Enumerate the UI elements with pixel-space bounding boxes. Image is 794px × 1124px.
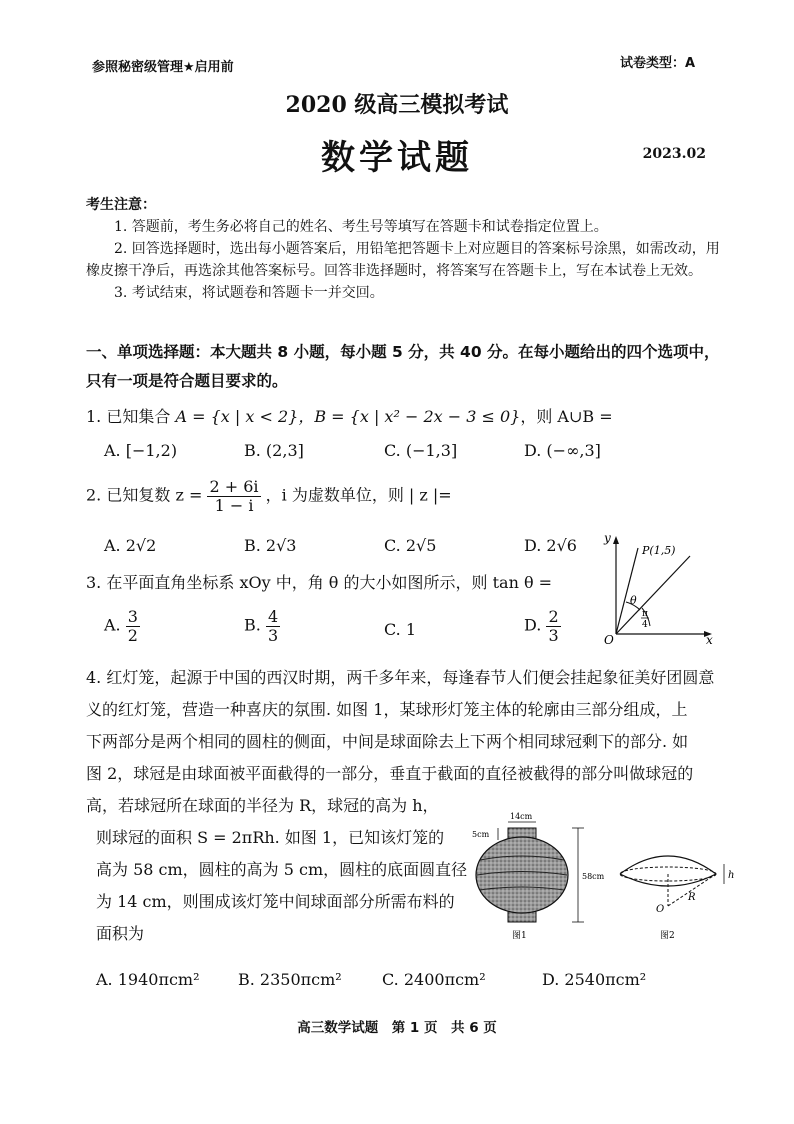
option-fraction [266,608,280,644]
question-line: 高，若球冠所在球面的半径为 R，球冠的高为 h， [86,796,439,815]
point-label: P(1,5) [642,544,676,557]
question-4 [86,662,718,822]
spherical-cap-figure [614,846,744,946]
option-fraction [546,608,560,644]
option-d [524,608,561,644]
question-text: 在平面直角坐标系 xOy 中，角 θ 的大小如图所示，则 tan θ = [106,573,553,592]
question-text: ，i 为虚数单位，则 | z |= [265,485,452,505]
option-c: C. (−1,3] [384,441,458,460]
option-c: C. 1 [384,620,417,639]
fraction-numerator: 2 [548,607,559,626]
paper-type-label: 试卷类型：A [620,56,696,71]
option-a: A. 2√2 [104,536,157,555]
option-b: B. 2√3 [244,536,297,555]
ray-op [616,548,638,634]
option-label: D. [524,615,542,635]
notice-item: 1. 答题前，考生务必将自己的姓名、考生号等填写在答题卡和试卷指定位置上。 [114,219,608,235]
question-3 [86,570,552,593]
question-2 [86,478,452,514]
y-label: y [604,531,611,545]
option-fraction [126,608,140,644]
top-width-label: 14cm [510,812,533,821]
fraction-numerator: 4 [267,607,279,626]
y-axis-arrow [613,536,619,544]
question-1 [86,404,613,427]
fraction-denominator: 3 [267,625,279,645]
option-c: C. 2√5 [384,536,437,555]
question-number: 4. [86,668,102,687]
option-label: B. [244,615,261,635]
question-line: 高为 58 cm，圆柱的高为 5 cm，圆柱的底面圆直径 [96,860,468,879]
notice-item: 3. 考试结束，将试题卷和答题卡一并交回。 [114,285,384,301]
page-footer: 高三数学试题 第 1 页 共 6 页 [297,1020,497,1036]
option-b [244,608,280,644]
figure-2-caption: 图2 [660,931,675,941]
ray-45deg [616,556,690,634]
fraction-denominator: 3 [548,625,559,645]
cylinder-height-label: 5cm [472,830,490,839]
option-d: D. 2√6 [524,536,577,555]
origin-label: O [604,633,614,647]
option-a: A. [−1,2) [104,441,178,460]
cap-upper-arc [620,856,716,874]
exam-date: 2023.02 [642,146,706,162]
set-b: B = {x | x² − 2x − 3 ≤ 0} [314,407,521,426]
pi-denominator: 4 [642,620,648,630]
section-heading: 一、单项选择题：本大题共 8 小题，每小题 5 分，共 40 分。在每小题给出的四个选项中，只有一项是符合题目要求的。 [86,343,720,390]
option-d: D. 2540πcm² [542,970,647,989]
pi-numerator: π [642,609,648,619]
theta-label: θ [630,594,637,607]
fraction-numerator: 2 + 6i [209,477,259,496]
question-line: 为 14 cm，则围成该灯笼中间球面部分所需布料的 [96,892,455,911]
option-a: A. 1940πcm² [96,970,200,989]
question-line: 义的红灯笼，营造一种喜庆的氛围. 如图 1，某球形灯笼主体的轮廓由三部分组成，上 [86,700,688,719]
notice-block [86,194,726,304]
complex-fraction [207,478,260,514]
figure-1-caption: 图1 [512,931,527,941]
question-number: 2. [86,485,102,505]
confidentiality-label: 参照秘密级管理★启用前 [92,60,234,75]
subject-title: 数学试题 [321,138,473,178]
h-label: h [728,870,735,881]
question-line: 下两部分是两个相同的圆柱的侧面，中间是球面除去上下两个相同球冠剩下的部分. 如 [86,732,689,751]
fraction-denominator: 1 − i [214,495,254,515]
notice-heading: 考生注意： [86,197,156,213]
option-d: D. (−∞,3] [524,441,601,460]
option-label: A. [104,615,121,635]
option-a [104,608,140,644]
lantern-sphere [476,837,568,913]
angle-figure [598,530,718,648]
r-label: R [688,892,696,903]
option-b: B. (2,3] [244,441,304,460]
total-height-label: 58cm [582,872,605,881]
fraction-numerator: 3 [127,607,138,626]
question-line: 图 2，球冠是由球面被平面截得的一部分，垂直于截面的直径被截得的部分叫做球冠的 [86,764,694,783]
question-text: 已知复数 z = [106,485,203,505]
option-b: B. 2350πcm² [238,970,342,989]
exam-title: 2020 级高三模拟考试 [285,92,509,118]
set-a: A = {x | x < 2}， [175,407,315,426]
question-text: 已知集合 [106,407,176,426]
o-label: O [656,904,665,915]
lantern-figure [468,812,618,944]
notice-item: 2. 回答选择题时，选出每小题答案后，用铅笔把答题卡上对应题目的答案标号涂黑，如需改动，用橡皮擦干净后，再选涂其他答案标号。回答非选择题时，将答案写在答题卡上，写在本试卷上无效。 [86,241,720,279]
question-text: ，则 A∪B = [520,407,613,426]
question-line: 面积为 [96,924,145,943]
question-line: 则球冠的面积 S = 2πRh. 如图 1，已知该灯笼的 [96,828,445,847]
fraction-denominator: 2 [127,625,138,645]
question-number: 1. [86,407,102,426]
option-c: C. 2400πcm² [382,970,486,989]
question-line: 红灯笼，起源于中国的西汉时期，两千多年来，每逢春节人们便会挂起象征美好团圆意 [106,668,715,687]
x-label: x [706,633,713,647]
question-4-left [96,822,476,950]
question-number: 3. [86,573,102,592]
